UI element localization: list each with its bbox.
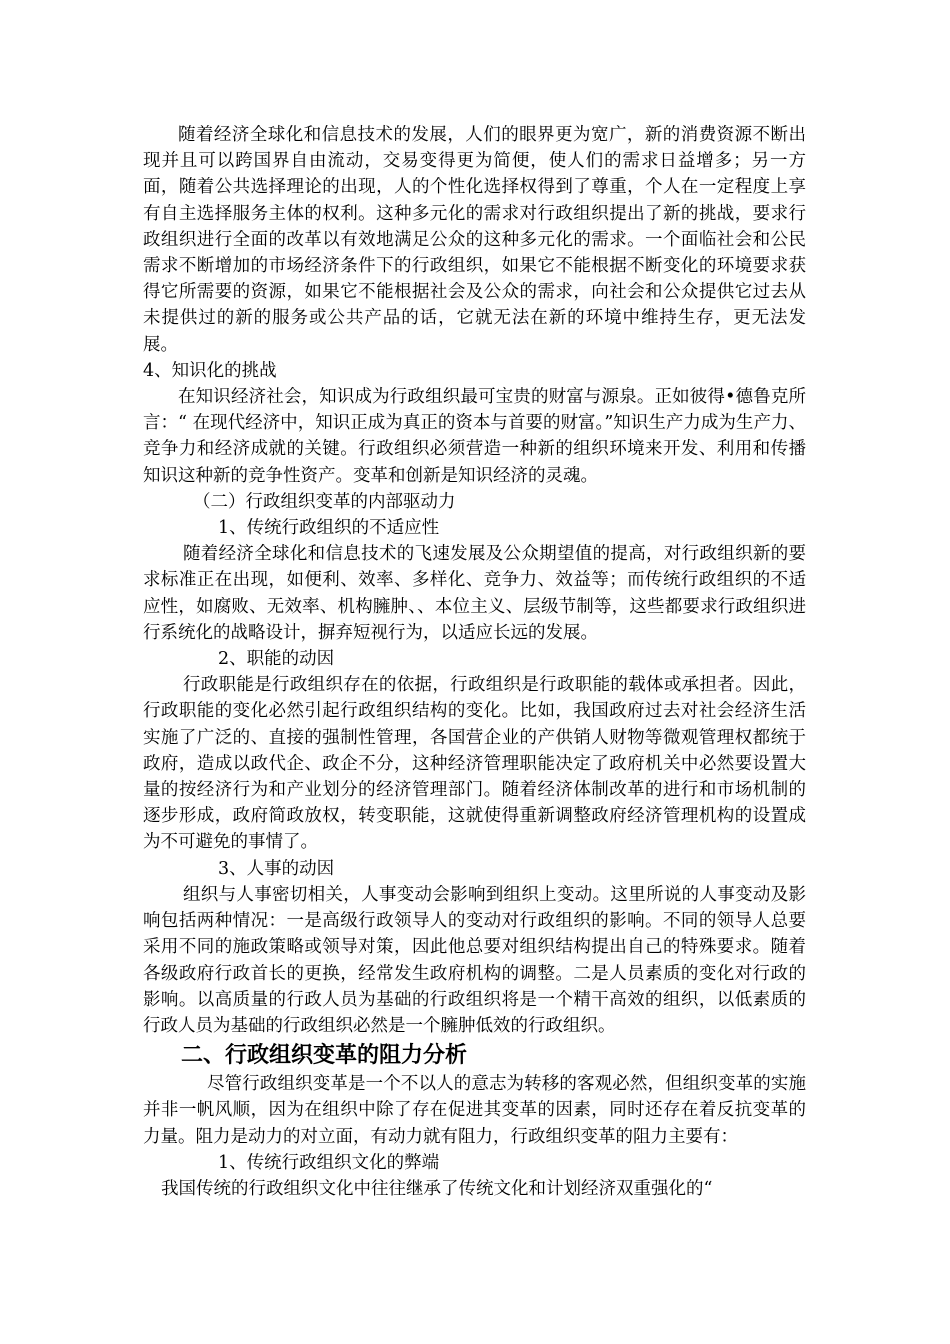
paragraph-traditional-inadaptability: 随着经济全球化和信息技术的飞速发展及公众期望值的提高，对行政组织新的要求标准正在出现，如便利、效率、多样化、竞争力、效益等；而传统行政组织的不适应性，如腐败、无效率、机构臃肿、、本位主义、层级节制等，这些都要求行政组织进行系统化的战略设计，摒弃短视行为，以适应长远的发展。 [143,544,806,643]
heading-traditional-inadaptability: 1、传统行政组织的不适应性 [218,518,440,539]
heading-resistance-analysis: 二、行政组织变革的阻力分析 [181,1043,468,1069]
paragraph-demand-diversification: 随着经济全球化和信息技术的发展，人们的眼界更为宽广，新的消费资源不断出现并且可以跨国界自由流动，交易变得更为简便，使人们的需求日益增多；另一方面，随着公共选择理论的出现，人的个性化选择权得到了尊重，个人在一定程度上享有自主选择服务主体的权利。这种多元化的需求对行政组织提出了新的挑战，要求行政组织进行全面的改革以有效地满足公众的这种多元化的需求。一个面临社会和公民需求不断增加的市场经济条件下的行政组织，如果它不能根据不断变化的环境要求获得它所需要的资源，如果它不能根据社会及公众的需求，向社会和公众提供它过去从未提供过的新的服务或公共产品的话，它就无法在新的环境中维持生存，更无法发展。 [143,125,806,355]
document-body [143,122,806,1202]
paragraph-personnel-cause: 组织与人事密切相关，人事变动会影响到组织上变动。这里所说的人事变动及影响包括两种情况：一是高级行政领导人的变动对行政组织的影响。不同的领导人总要采用不同的施政策略或领导对策，因此他总要对组织结构提出自己的特殊要求。随着各级政府行政首长的更换，经常发生政府机构的调整。二是人员素质的变化对行政的影响。以高质量的行政人员为基础的行政组织将是一个精干高效的组织，以低素质的行政人员为基础的行政组织必然是一个臃肿低效的行政组织。 [143,884,806,1036]
heading-knowledge-challenge: 4、知识化的挑战 [143,360,277,381]
paragraph-function-cause: 行政职能是行政组织存在的依据，行政组织是行政职能的载体或承担者。因此，行政职能的变化必然引起行政组织结构的变化。比如，我国政府过去对社会经济生活实施了广泛的、直接的强制性管理，各国营企业的产供销人财物等微观管理权都统于政府，造成以政代企、政企不分，这种经济管理职能决定了政府机关中必然要设置大量的按经济行为和产业划分的经济管理部门。随着经济体制改革的进行和市场机制的逐步形成，政府简政放权，转变职能，这就使得重新调整政府经济管理机构的设置成为不可避免的事情了。 [143,675,806,853]
heading-function-cause: 2、职能的动因 [218,649,335,670]
heading-personnel-cause: 3、人事的动因 [218,858,335,879]
paragraph-resistance-intro: 尽管行政组织变革是一个不以人的意志为转移的客观必然，但组织变革的实施并非一帆风顺，因为在组织中除了存在促进其变革的因素，同时还存在着反抗变革的力量。阻力是动力的对立面，有动力就有阻力，行政组织变革的阻力主要有： [143,1074,806,1147]
heading-internal-drivers: （二）行政组织变革的内部驱动力 [193,491,456,512]
paragraph-culture-drawbacks: 我国传统的行政组织文化中往往继承了传统文化和计划经济双重强化的“ [161,1178,713,1199]
heading-culture-drawbacks: 1、传统行政组织文化的弊端 [218,1152,440,1173]
paragraph-knowledge-economy: 在知识经济社会，知识成为行政组织最可宝贵的财富与源泉。正如彼得•德鲁克所言：“ 在现代经济中，知识正成为真正的资本与首要的财富。”知识生产力成为生产力、竞争力和经济成就的关键。行政组织必须营造一种新的组织环境来开发、利用和传播知识这种新的竞争性资产。变革和创新是知识经济的灵魂。 [143,387,806,486]
